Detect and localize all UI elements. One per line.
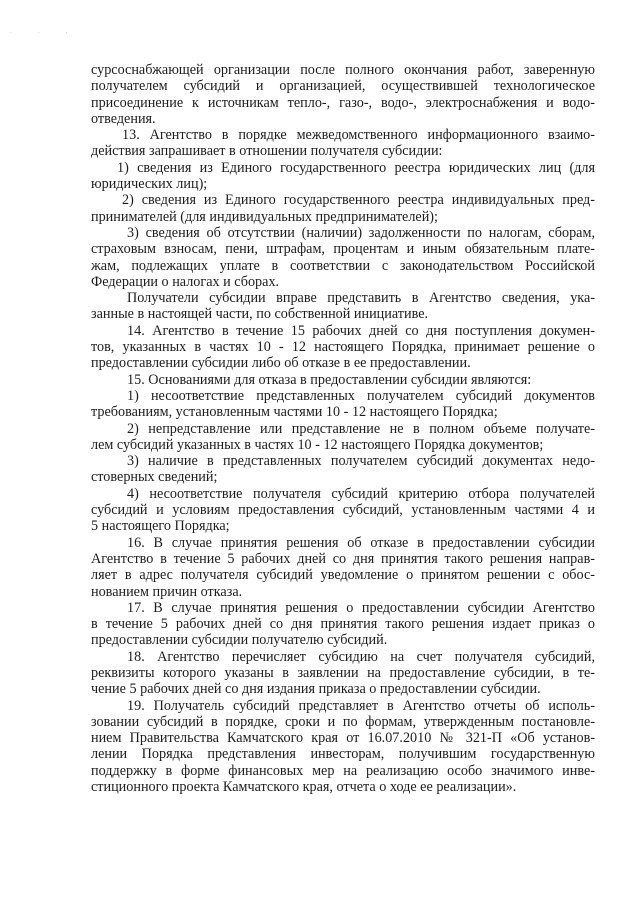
text-line: стиционного проекта Камчатского края, отчета о ходе ее реализации». — [91, 779, 517, 796]
text-line: 4) несоответствие получателя субсидий критерию отбора получателей — [127, 485, 595, 502]
scan-marks: · · · — [10, 30, 80, 37]
text-line: тов, указанных в частях 10 - 12 настоящего Порядка, принимает решение о — [91, 339, 595, 356]
text-line: нием Правительства Камчатского края от 16.07.2010 № 321-П «Об установ- — [91, 730, 595, 747]
text-line: нованием причин отказа. — [91, 583, 243, 600]
text-line: поддержку в форме финансовых мер на реализацию особо значимого инве- — [91, 762, 595, 779]
text-line: чение 5 рабочих дней со дня издания приказа о предоставлении субсидии. — [91, 681, 541, 698]
text-line: страховым взносам, пени, штрафам, процентам и иным обязательным плате- — [91, 241, 595, 258]
text-line: жам, подлежащих уплате в соответствии с законодательством Российской — [91, 257, 595, 274]
text-line: 13. Агентство в порядке межведомственного информационного взаимо- — [122, 127, 595, 144]
text-line: требованиям, установленным частями 10 - 12 настоящего Порядка; — [91, 404, 498, 421]
text-line: 1) сведения из Единого государственного реестра юридических лиц (для — [117, 159, 595, 176]
text-line: занные в настоящей части, по собственной инициативе. — [91, 306, 429, 323]
text-line: отведения. — [91, 110, 156, 127]
text-line: субсидий и условиям предоставления субсидий, установленным частями 4 и — [91, 502, 595, 519]
text-line: 15. Основаниями для отказа в предоставлении субсидии являются: — [127, 371, 532, 388]
text-line: 5 настоящего Порядка; — [91, 518, 230, 535]
text-line: 3) сведения об отсутствии (наличии) задолженности по налогам, сборам, — [127, 224, 595, 241]
text-line: 19. Получатель субсидий представляет в Агентство отчеты об исполь- — [127, 697, 595, 714]
text-line: получателем субсидий и организацией, осуществившей технологическое — [91, 78, 595, 95]
text-line: юридических лиц); — [91, 176, 208, 193]
text-line: стоверных сведений; — [91, 469, 218, 486]
text-line: 1) несоответствие представленных получателем субсидий документов — [127, 387, 595, 404]
text-line: 16. В случае принятия решения об отказе в предоставлении субсидии — [127, 534, 595, 551]
text-line: действия запрашивает в отношении получателя субсидии: — [91, 143, 443, 160]
text-line: лении Порядка представления инвесторам, получившим государственную — [91, 746, 595, 763]
text-line: присоединение к источникам тепло-, газо-, водо-, электроснабжения и водо- — [91, 94, 595, 111]
text-line: предоставлении субсидии получателю субсидий. — [91, 632, 388, 649]
text-line: 14. Агентство в течение 15 рабочих дней со дня поступления докумен- — [127, 322, 595, 339]
text-line: Агентство в течение 5 рабочих дней со дня принятия такого решения направ- — [91, 550, 595, 567]
text-line: 3) наличие в представленных получателем субсидий документах недо- — [127, 453, 595, 470]
text-line: 17. В случае принятия решения о предоставлении субсидии Агентство — [127, 599, 595, 616]
text-line: Федерации о налогах и сборах. — [91, 273, 280, 290]
text-line: 18. Агентство перечисляет субсидию на счет получателя субсидий, — [127, 648, 595, 665]
text-line: предоставлении субсидии либо об отказе в ее предоставлении. — [91, 355, 471, 372]
text-line: Получатели субсидии вправе представить в Агентство сведения, ука- — [127, 290, 595, 307]
text-line: реквизиты которого указаны в заявлении на предоставление субсидии, в те- — [91, 664, 595, 681]
text-line: ляет в адрес получателя субсидий уведомление о принятом решении с обос- — [91, 567, 595, 584]
text-line: 2) сведения из Единого государственного реестра индивидуальных пред- — [122, 192, 595, 209]
text-line: 2) непредставление или представление не в полном объеме получате- — [127, 420, 595, 437]
document-body — [91, 62, 595, 795]
text-line: лем субсидий указанных в частях 10 - 12 настоящего Порядка документов; — [91, 436, 544, 453]
text-line: в течение 5 рабочих дней со дня принятия такого решения издает приказ о — [91, 616, 595, 633]
text-line: принимателей (для индивидуальных предпринимателей); — [91, 208, 438, 225]
text-line: зовании субсидий в порядке, сроки и по формам, утвержденным постановле- — [91, 713, 595, 730]
text-line: сурсоснабжающей организации после полного окончания работ, заверенную — [91, 62, 595, 78]
